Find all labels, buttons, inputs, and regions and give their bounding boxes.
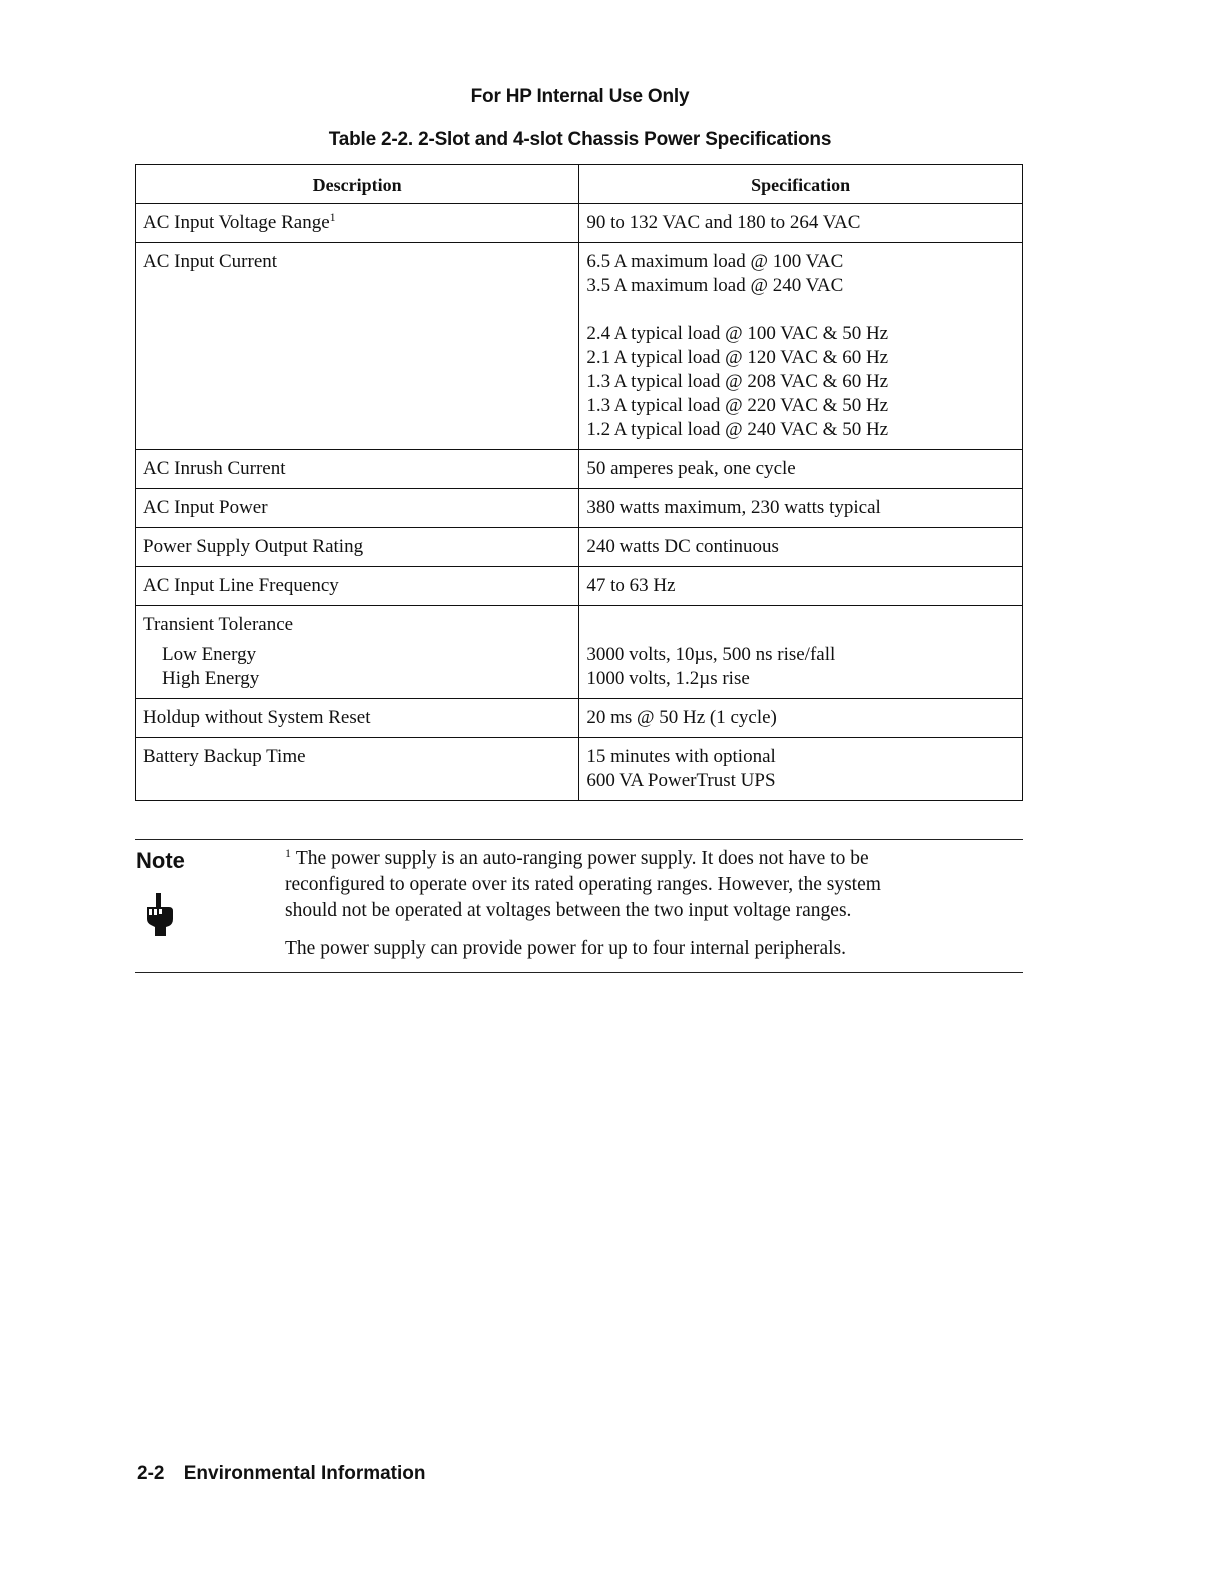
internal-use-header: For HP Internal Use Only bbox=[470, 86, 690, 107]
row-description: Battery Backup Time bbox=[136, 738, 579, 801]
table-row bbox=[136, 243, 1023, 450]
row-description: Power Supply Output Rating bbox=[136, 528, 579, 567]
table-row bbox=[136, 489, 1023, 528]
row-specification: 3000 volts, 10µs, 500 ns rise/fall 1000 volts, 1.2µs rise bbox=[579, 606, 1023, 699]
sub-item-high-energy: High Energy bbox=[162, 668, 260, 689]
page-number: 2-2 bbox=[137, 1463, 165, 1484]
note-footnote-marker: 1 bbox=[285, 846, 291, 860]
row-specification: 15 minutes with optional 600 VA PowerTrust UPS bbox=[579, 738, 1023, 801]
note-label: Note bbox=[136, 848, 185, 873]
table-row bbox=[136, 738, 1023, 801]
row-specification: 20 ms @ 50 Hz (1 cycle) bbox=[579, 699, 1023, 738]
note-top-divider bbox=[135, 839, 1023, 840]
column-header-description: Description bbox=[136, 165, 579, 204]
column-header-specification: Specification bbox=[579, 165, 1023, 204]
table-header-row bbox=[136, 165, 1023, 204]
page-footer bbox=[137, 1463, 426, 1485]
table-row bbox=[136, 528, 1023, 567]
section-title: Environmental Information bbox=[183, 1463, 426, 1484]
power-spec-table bbox=[135, 164, 1023, 801]
pointing-hand-icon bbox=[143, 893, 177, 937]
table-row bbox=[136, 567, 1023, 606]
table-caption: Table 2-2. 2-Slot and 4-slot Chassis Power Specifications bbox=[328, 129, 832, 150]
row-specification: 90 to 132 VAC and 180 to 264 VAC bbox=[579, 204, 1023, 243]
note-paragraph-footnote: $^1$ The power supply is an auto-ranging power supply. It does not have to be reconfigured to operate over its rated operating ranges. However, the system should not be operated at voltages between the two input voltage ranges. bbox=[285, 846, 881, 921]
row-description: Transient Tolerance Low Energy High Energy bbox=[136, 606, 579, 699]
table-row bbox=[136, 699, 1023, 738]
note-paragraph-peripherals: The power supply can provide power for up to four internal peripherals. bbox=[285, 938, 846, 959]
row-specification: 240 watts DC continuous bbox=[579, 528, 1023, 567]
row-description: AC Input Voltage Range$^1$ bbox=[136, 204, 579, 243]
row-description: AC Input Power bbox=[136, 489, 579, 528]
row-description: Holdup without System Reset bbox=[136, 699, 579, 738]
table-row bbox=[136, 450, 1023, 489]
sub-item-low-energy: Low Energy bbox=[162, 644, 257, 665]
row-specification: 6.5 A maximum load @ 100 VAC 3.5 A maximum load @ 240 VAC 2.4 A typical load @ 100 VAC & 50 Hz 2.1 A typical load @ 120 VAC & 60 Hz 1.3 A typical load @ 208 VAC & 60 Hz 1.3 A typical load @ 220 VAC & 50 Hz 1.2 A typical load @ 240 VAC & 50 Hz bbox=[579, 243, 1023, 450]
note-bottom-divider bbox=[135, 972, 1023, 973]
row-specification: 47 to 63 Hz bbox=[579, 567, 1023, 606]
row-description: AC Input Current bbox=[136, 243, 579, 450]
row-specification: 380 watts maximum, 230 watts typical bbox=[579, 489, 1023, 528]
table-row bbox=[136, 204, 1023, 243]
row-description: AC Inrush Current bbox=[136, 450, 579, 489]
footnote-marker: 1 bbox=[329, 210, 336, 224]
row-specification: 50 amperes peak, one cycle bbox=[579, 450, 1023, 489]
row-description: AC Input Line Frequency bbox=[136, 567, 579, 606]
table-row bbox=[136, 606, 1023, 699]
note-body bbox=[285, 846, 1015, 974]
